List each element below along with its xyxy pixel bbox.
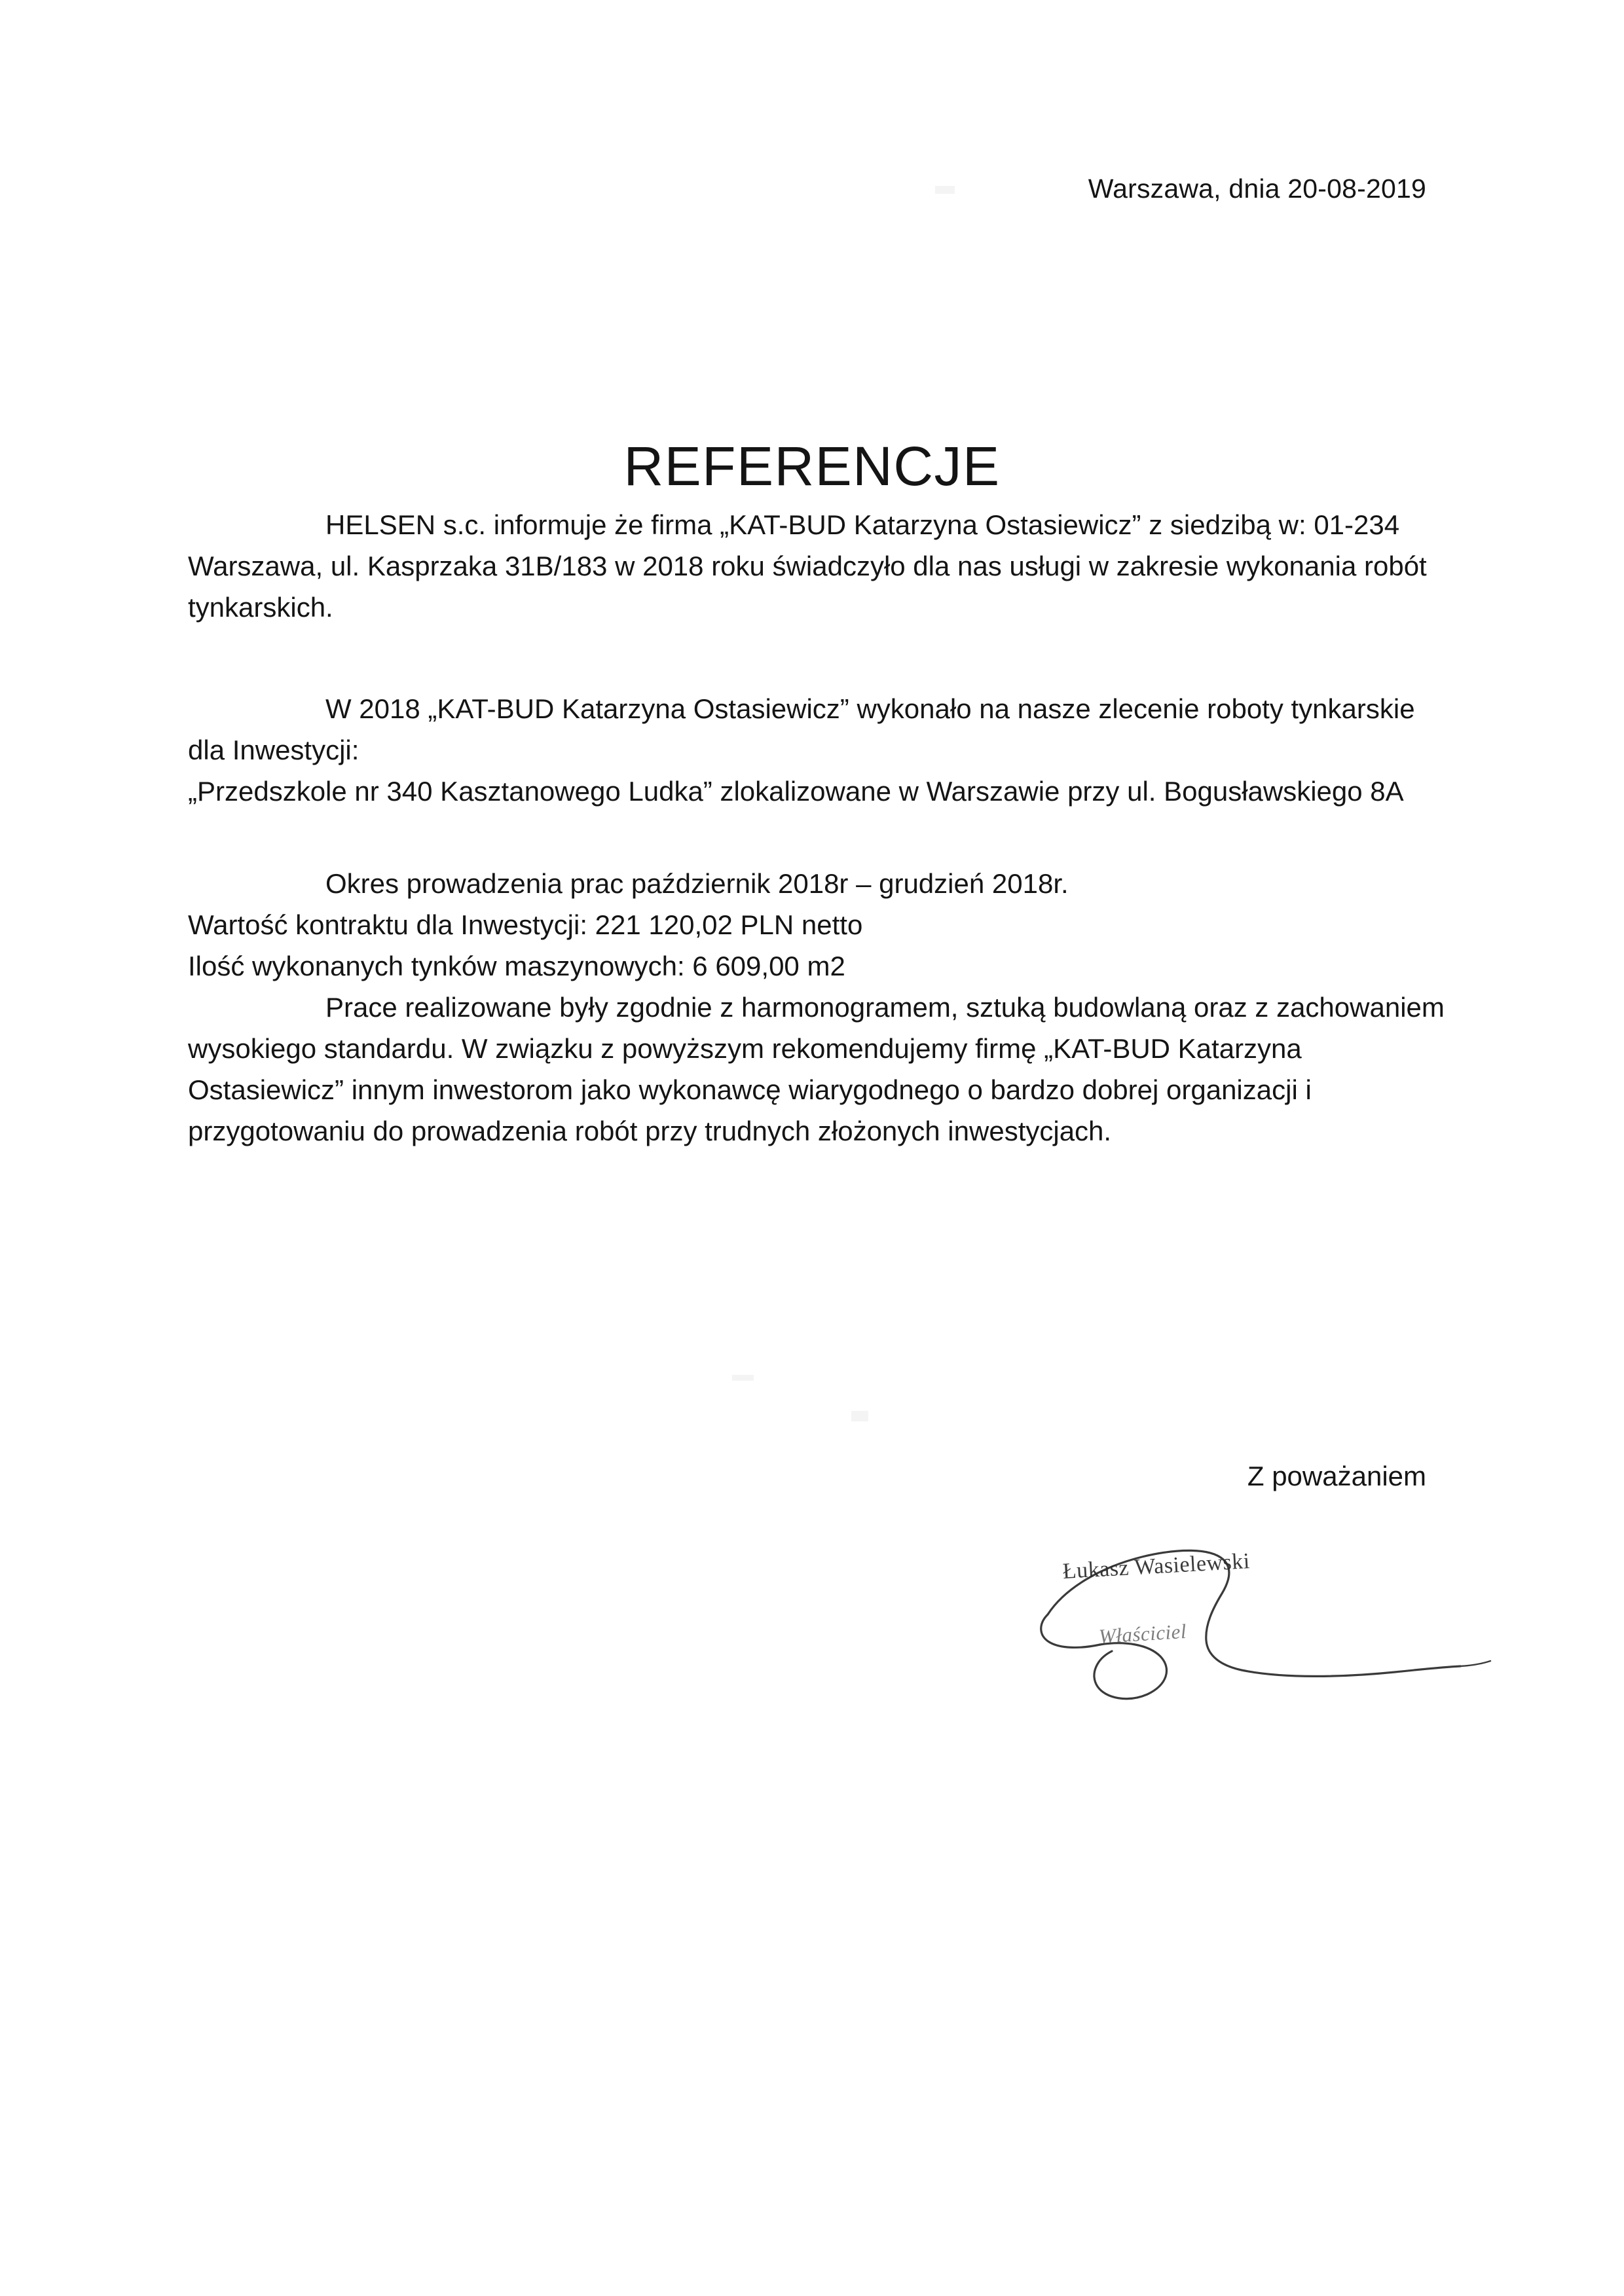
page-title: REFERENCJE — [623, 435, 1001, 498]
scan-artifact — [732, 1375, 754, 1381]
paragraph-spacer — [188, 628, 1445, 688]
paragraph-period: Okres prowadzenia prac październik 2018r – grudzień 2018r. — [325, 868, 1069, 899]
signature-role-stamp: Właściciel — [1098, 1619, 1187, 1648]
paragraph-scope: W 2018 „KAT-BUD Katarzyna Ostasiewicz” wykonało na nasze zlecenie roboty tynkarskie dla Inwestycji: — [188, 693, 1415, 765]
paragraph-quantity: Ilość wykonanych tynków maszynowych: 6 609,00 m2 — [188, 951, 845, 981]
paragraph-contract-value: Wartość kontraktu dla Inwestycji: 221 120,02 PLN netto — [188, 909, 863, 940]
paragraph-recommendation: Prace realizowane były zgodnie z harmonogramem, sztuką budowlaną oraz z zachowaniem wysokiego standardu. W związku z powyższym rekomendujemy firmę „KAT-BUD Katarzyna Ostasiewicz” innym inwestorom jako wykonawcę wiarygodnego o bardzo dobrej organizacji i przygotowaniu do prowadzenia robót przy trudnych złożonych inwestycjach. — [188, 992, 1445, 1146]
paragraph-intro: HELSEN s.c. informuje że firma „KAT-BUD Katarzyna Ostasiewicz” z siedzibą w: 01-234 Warszawa, ul. Kasprzaka 31B/183 w 2018 roku świadczyło dla nas usługi w zakresie wykonania robót tynkarskich. — [188, 509, 1427, 623]
handwritten-signature-icon — [1002, 1525, 1539, 1702]
signature-block — [1002, 1525, 1539, 1702]
document-date: Warszawa, dnia 20-08-2019 — [1088, 173, 1426, 204]
scan-artifact — [851, 1411, 868, 1421]
scan-artifact — [935, 186, 955, 194]
paragraph-investment-name: „Przedszkole nr 340 Kasztanowego Ludka” zlokalizowane w Warszawie przy ul. Bogusławskiego 8A — [188, 776, 1404, 807]
closing-salutation: Z poważaniem — [1247, 1461, 1426, 1491]
signature-name-stamp: Łukasz Wasielewski — [1061, 1549, 1251, 1584]
document-body — [188, 504, 1445, 1152]
paragraph-spacer — [188, 812, 1445, 863]
